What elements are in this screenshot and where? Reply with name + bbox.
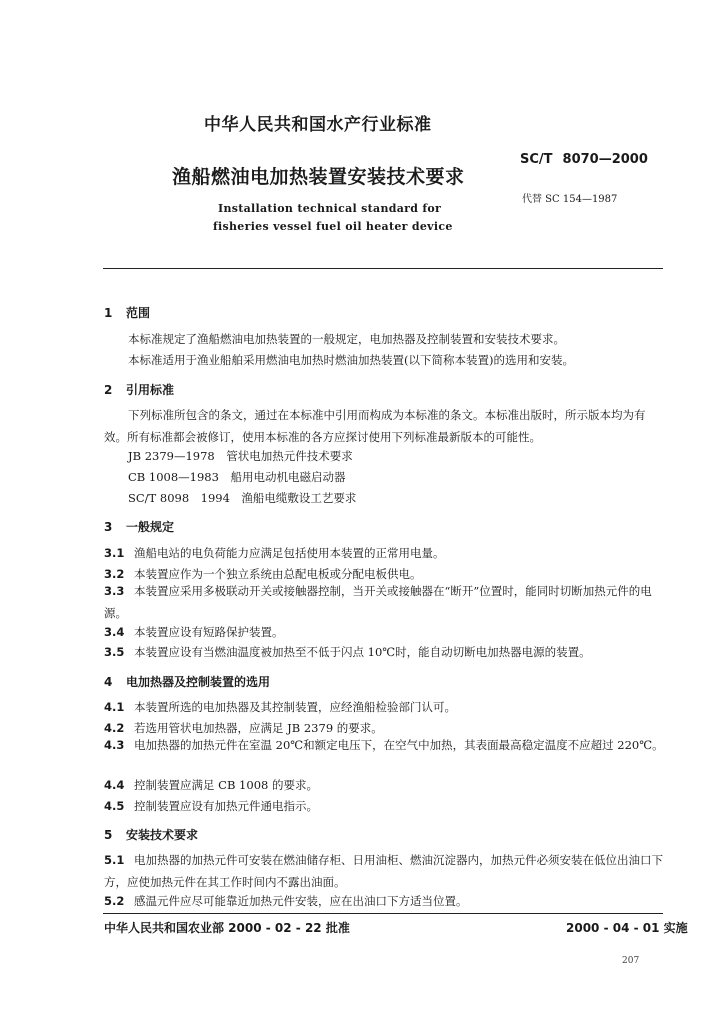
clause-3-1 <box>104 545 445 561</box>
section-number: 5 <box>104 828 113 842</box>
clause-text: 本装置应作为一个独立系统由总配电板或分配电板供电。 <box>134 567 422 581</box>
section-title: 安装技术要求 <box>126 828 199 842</box>
section-number: 1 <box>104 306 113 320</box>
section-title: 电加热器及控制装置的选用 <box>126 675 271 689</box>
clause-text: 控制装置应设有加热元件通电指示。 <box>134 799 318 813</box>
section-1-heading <box>104 304 150 321</box>
section-2-heading <box>104 381 174 398</box>
section-number: 4 <box>104 675 113 689</box>
header-divider <box>103 268 663 269</box>
clause-4-4 <box>104 777 318 793</box>
footer-divider <box>103 913 663 914</box>
standard-title-cn: 渔船燃油电加热装置安装技术要求 <box>172 166 465 188</box>
clause-text: 本装置应采用多极联动开关或接触器控制，当开关或接触器在“断开”位置时，能同时切断加热元件的电源。 <box>104 584 652 620</box>
clause-number: 4.3 <box>104 738 125 752</box>
reference-item: CB 1008—1983 船用电动机电磁启动器 <box>128 470 346 484</box>
approval-line: 中华人民共和国农业部 2000 - 02 - 22 批准 <box>104 921 350 935</box>
standard-title-en-line1: Installation technical standard for <box>218 202 442 215</box>
section-2-paragraph: 下列标准所包含的条文，通过在本标准中引用而构成为本标准的条文。本标准出版时，所示版本均为有效。所有标准都会被修订，使用本标准的各方应探讨使用下列标准最新版本的可能性。 <box>104 408 646 444</box>
section-4-heading <box>104 673 270 690</box>
clause-number: 4.2 <box>104 721 125 735</box>
standard-code-prefix: SC/T <box>520 152 553 167</box>
clause-number: 3.4 <box>104 625 125 639</box>
standard-title-en-line2: fisheries vessel fuel oil heater device <box>213 220 453 233</box>
clause-text: 电加热器的加热元件可安装在燃油储存柜、日用油柜、燃油沉淀器内，加热元件必须安装在低位出油口下方，应使加热元件在其工作时间内不露出油面。 <box>104 853 663 889</box>
clause-5-2 <box>104 893 468 909</box>
clause-4-3 <box>104 734 666 756</box>
clause-3-4 <box>104 624 284 640</box>
clause-number: 4.5 <box>104 799 125 813</box>
clause-3-3 <box>104 580 666 624</box>
clause-text: 本装置应设有短路保护装置。 <box>134 625 284 639</box>
clause-5-1 <box>104 849 666 893</box>
clause-text: 感温元件应尽可能靠近加热元件安装，应在出油口下方适当位置。 <box>134 894 468 908</box>
standard-code <box>520 152 648 167</box>
clause-number: 3.3 <box>104 584 125 598</box>
clause-number: 3.1 <box>104 546 125 560</box>
clause-text: 若选用管状电加热器，应满足 JB 2379 的要求。 <box>134 721 383 735</box>
clause-4-5 <box>104 798 318 814</box>
clause-text: 本装置应设有当燃油温度被加热至不低于闪点 10℃时，能自动切断电加热器电源的装置。 <box>134 645 591 659</box>
issuing-org-heading: 中华人民共和国水产行业标准 <box>204 115 432 135</box>
replaces-note: 代替 SC 154—1987 <box>522 194 618 205</box>
clause-text: 控制装置应满足 CB 1008 的要求。 <box>134 778 318 792</box>
section-title: 一般规定 <box>126 520 175 534</box>
section-number: 3 <box>104 520 113 534</box>
implementation-date: 2000 - 04 - 01 实施 <box>566 921 688 935</box>
section-5-heading <box>104 826 198 843</box>
section-number: 2 <box>104 383 113 397</box>
clause-number: 5.1 <box>104 853 125 867</box>
standard-code-number: 8070—2000 <box>562 152 648 167</box>
section-1-paragraph-1: 本标准规定了渔船燃油电加热装置的一般规定，电加热器及控制装置和安装技术要求。 <box>128 332 565 346</box>
reference-item: SC/T 8098 1994 渔船电缆敷设工艺要求 <box>128 491 357 505</box>
clause-number: 5.2 <box>104 894 125 908</box>
clause-text: 本装置所选的电加热器及其控制装置，应经渔船检验部门认可。 <box>134 700 456 714</box>
clause-3-5 <box>104 644 591 660</box>
clause-number: 4.4 <box>104 778 125 792</box>
clause-number: 3.5 <box>104 645 125 659</box>
clause-text: 电加热器的加热元件在室温 20℃和额定电压下，在空气中加热，其表面最高稳定温度不应超过 220℃。 <box>134 738 664 752</box>
section-1-paragraph-2: 本标准适用于渔业船舶采用燃油电加热时燃油加热装置(以下简称本装置)的选用和安装。 <box>128 353 574 367</box>
clause-number: 3.2 <box>104 567 125 581</box>
section-title: 范围 <box>126 306 151 320</box>
clause-number: 4.1 <box>104 700 125 714</box>
clause-4-1 <box>104 699 456 715</box>
section-title: 引用标准 <box>126 383 175 397</box>
section-3-heading <box>104 518 174 535</box>
clause-text: 渔船电站的电负荷能力应满足包括使用本装置的正常用电量。 <box>134 546 445 560</box>
page-number: 207 <box>622 956 640 966</box>
reference-item: JB 2379—1978 管状电加热元件技术要求 <box>128 449 353 463</box>
